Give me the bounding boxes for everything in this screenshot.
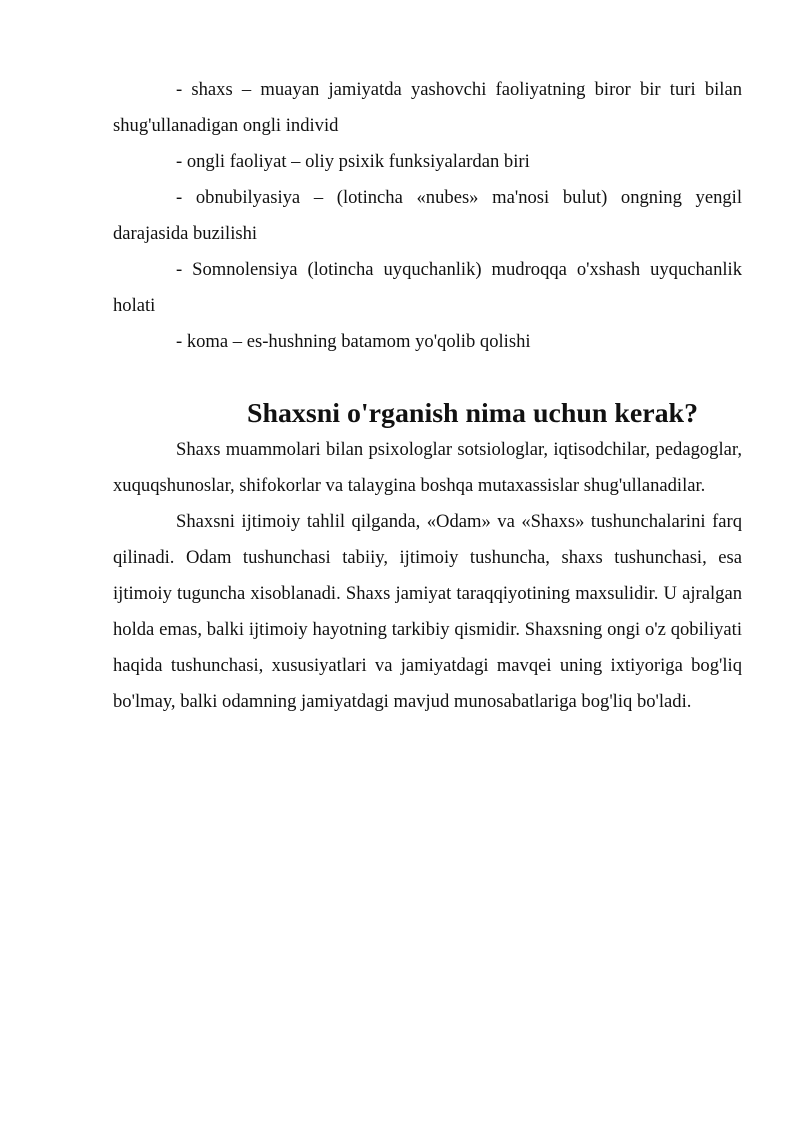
blank-line xyxy=(113,360,742,396)
definition-ongli-faoliyat: - ongli faoliyat – oliy psixik funksiyalardan biri xyxy=(176,151,530,172)
document-page xyxy=(113,72,742,720)
section-heading: Shaxsni o'rganish nima uchun kerak? xyxy=(246,398,699,429)
body-paragraph-1: Shaxs muammolari bilan psixologlar sotsiologlar, iqtisodchilar, pedagoglar, xuquqshunoslar, shifokorlar va talaygina boshqa mutaxassislar shug'ullanadilar. xyxy=(113,439,742,496)
definition-koma: - koma – es-hushning batamom yo'qolib qolishi xyxy=(176,331,531,352)
body-paragraph-2: Shaxsni ijtimoiy tahlil qilganda, «Odam» va «Shaxs» tushunchalarini farq qilinadi. Odam tushunchasi tabiiy, ijtimoiy tushuncha, shaxs tushunchasi, esa ijtimoiy tuguncha xisoblanadi. Shaxs jamiyat taraqqiyotining maxsulidir. U ajralgan holda emas, balki ijtimoiy hayotning tarkibiy qismidir. Shaxsning ongi o'z qobiliyati haqida tushunchasi, xususiyatlari va jamiyatdagi mavqei uning ixtiyoriga bog'liq bo'lmay, balki odamning jamiyatdagi mavjud munosabatlariga bog'liq bo'ladi. xyxy=(113,511,742,712)
definition-somnolensiya: - Somnolensiya (lotincha uyquchanlik) mudroqqa o'xshash uyquchanlik holati xyxy=(113,259,742,316)
definition-obnubilyasiya: - obnubilyasiya – (lotincha «nubes» ma'nosi bulut) ongning yengil darajasida buzilishi xyxy=(113,187,742,244)
definition-shaxs: - shaxs – muayan jamiyatda yashovchi faoliyatning biror bir turi bilan shug'ullanadigan ongli individ xyxy=(113,79,742,136)
